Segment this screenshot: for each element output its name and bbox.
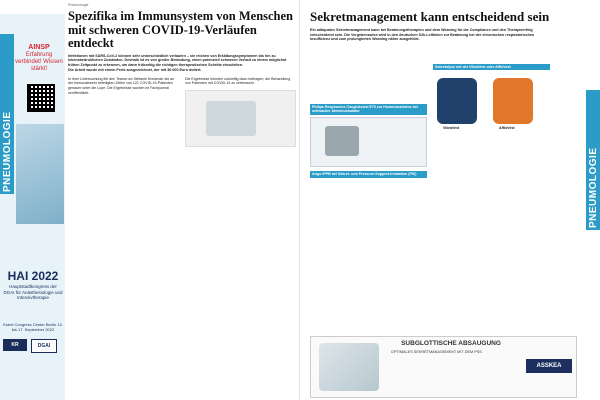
right-article [310, 10, 550, 178]
ad-device-image [319, 343, 379, 391]
left-article-lead: Infektionen mit SARS-CoV-2 können sehr unterschiedlich verlaufen – sie reichen von Erkältungssymptomen bis hin zu lebensbedrohlichen Zuständen. Deshalb ist es von großer Bedeutung, einen potenziell schweren Verlauf zu einem möglichst frühen Zeitpunkt zu erkennen, um dann frühzeitig die richtigen therapeutischen Schritte einzuleiten. [68, 53, 287, 67]
subglottic-ad[interactable] [310, 336, 577, 398]
vest-figure [433, 74, 550, 134]
ainsp-title: AINSP [28, 44, 50, 51]
coughassist-heading: Philips Respironics CoughAssist E70 zur Hustenassistenz bei schwacher Atemmuskulatur [310, 104, 427, 115]
right-page [300, 0, 600, 400]
coughassist-device [325, 126, 359, 156]
header-label: Pneumologie [68, 3, 89, 7]
right-section-tab [586, 90, 600, 230]
section-tab-label: PNEUMOLOGIE [2, 111, 13, 192]
coughassist-figure [310, 117, 427, 167]
right-article-lead: Ein adäquates Sekretmanagement kann bei Beatmungstherapien und dem Weaning für die Compliance und den Therapieerfolg entscheidend sein. Die Vergebenswise wird in den deutschen S2k-Leitlinien zur Beatmung bei der chronischen respiratorischen Insuffizienz und zum prolongierten Weaning näher ausgeführt. [310, 28, 535, 42]
left-article [68, 10, 296, 147]
hai-year: HAI 2022 [7, 269, 59, 283]
vibravest-label: VibraVest [443, 126, 460, 131]
medical-device-figure [185, 90, 296, 147]
right-section-tab-label: PNEUMOLOGIE [588, 147, 599, 228]
ainsp-subtitle: Erfahrung verbindet! Wissen stärkt! [15, 52, 63, 72]
col1-text: In ihrer Untersuchung fiel den Teams um Stefanie Kreutmair die an der Immunabwehr beteiligten Zellen von 121 COVID-19-Patienten genauer unter die Lupe. Die Ergebnisse wurden im Fachjournal veröffentlicht. [68, 76, 175, 95]
right-col-b [433, 48, 550, 178]
kr-logo: KR [3, 339, 27, 351]
ainsp-ad[interactable] [14, 44, 64, 244]
afflovest-image [493, 78, 533, 124]
section-tab [0, 34, 14, 194]
left-article-col2 [185, 77, 296, 147]
ad-title: SUBGLOTTISCHE ABSAUGUNG [401, 340, 501, 347]
left-article-col1 [68, 77, 179, 147]
right-columns [310, 48, 550, 178]
airgo-heading: Airgo IPPB bei Sekret- und Pressure-Support-Inhalation (PSI) [310, 171, 427, 178]
hai-location: Estrel Congress Center Berlin 14. bis 17. September 2022 [3, 322, 63, 332]
person-photo [16, 124, 64, 224]
vibravest-image [437, 78, 477, 124]
afflovest-label: AffloVest [499, 126, 515, 131]
vest-heading: Sekretolyse mit der VibraVest oder AffloVest [433, 64, 550, 71]
ad-logo: ASSKEA [526, 359, 572, 373]
right-col-a [310, 48, 427, 178]
left-article-title: Spezifika im Immunsystem von Menschen mit schweren COVID-19-Verläufen entdeckt [68, 9, 294, 50]
dgai-logo: DGAI [31, 339, 57, 353]
hai-logos [3, 339, 63, 353]
right-article-title: Sekretmanagement kann entscheidend sein [310, 9, 550, 24]
col2-text: Die Ergebnisse könnten zukünftig dazu beitragen, die Behandlung von Patienten mit COVID-19 zu verbessern. [185, 76, 291, 86]
ad-subtitle: OPTIMALES SEKRETMANAGEMENT MIT DEM PSS [391, 350, 482, 354]
right-sidebar [581, 0, 600, 400]
device-image [206, 101, 256, 136]
qr-code-icon [27, 84, 55, 112]
sidebar-ad [0, 14, 65, 400]
left-article-columns [68, 77, 296, 147]
hai-description: Hauptstadtkongress der DGAI für Anästhesiologie und Intensivtherapie [3, 284, 63, 300]
left-article-award: Die Arbeit wurde mit einem Preis ausgezeichnet, der mit 30.000 Euro dotiert. [68, 68, 202, 73]
